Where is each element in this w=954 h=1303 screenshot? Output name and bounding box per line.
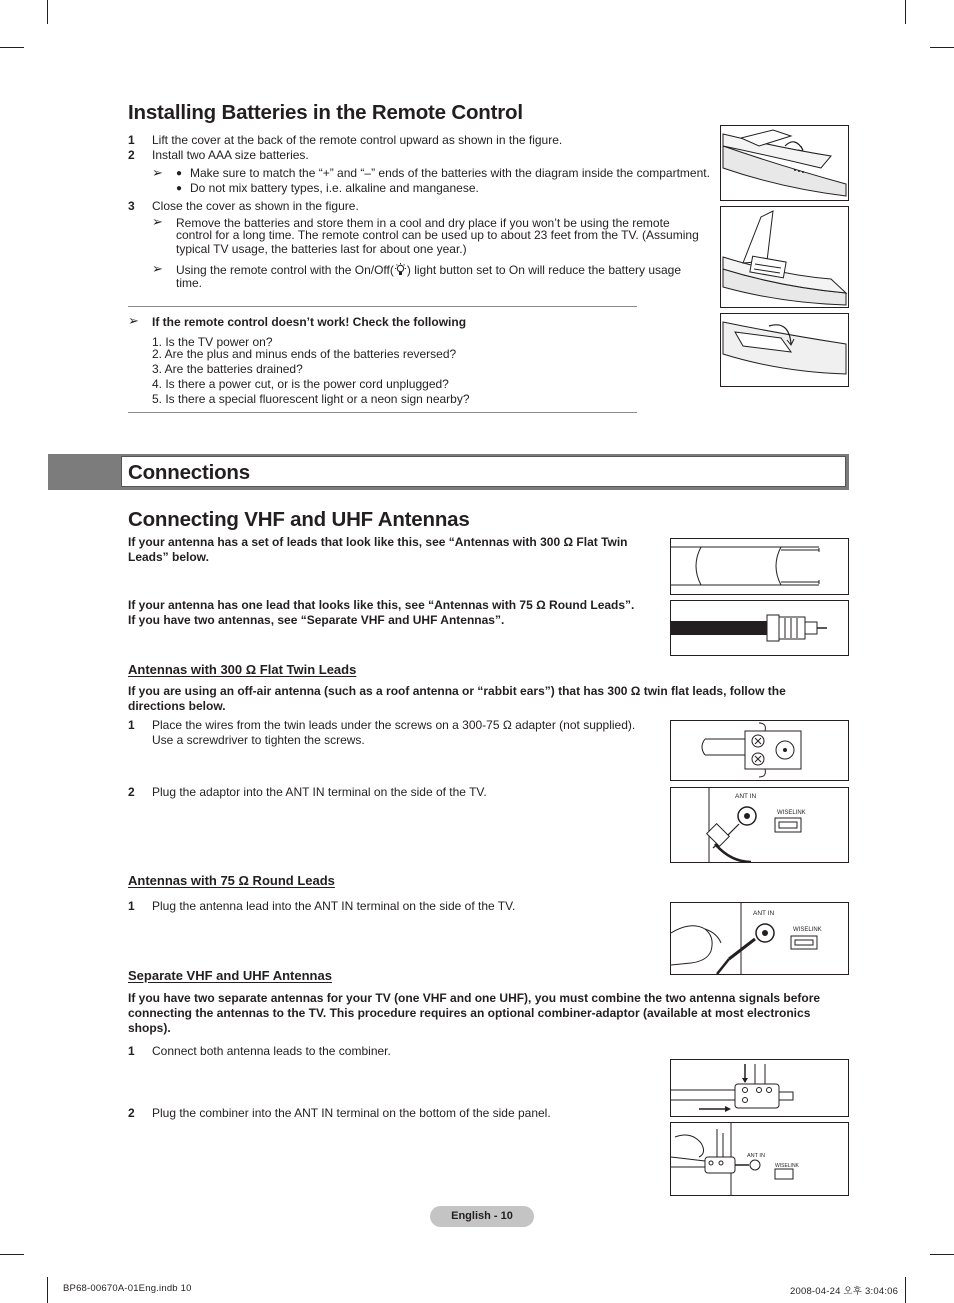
ant-in-adapter-figure xyxy=(670,787,849,863)
step-number: 2 xyxy=(128,148,135,162)
combiner-figure xyxy=(670,1059,849,1117)
intro-text: Leads” below. xyxy=(128,550,209,564)
bullet-icon: ● xyxy=(176,168,183,179)
wiselink-label: WISELINK xyxy=(793,927,822,933)
crop-mark xyxy=(930,1254,954,1255)
bullet-text: Do not mix battery types, i.e. alkaline and manganese. xyxy=(190,181,479,195)
bullet-text: Make sure to match the “+” and “–” ends of the batteries with the diagram inside the compartment. xyxy=(190,166,710,180)
note-text: typical TV usage, the batteries last for about one year.) xyxy=(176,242,467,256)
round-lead-figure xyxy=(670,600,849,656)
divider xyxy=(128,412,637,413)
step-text: Place the wires from the twin leads under the screws on a 300-75 Ω adapter (not supplied). xyxy=(152,718,636,732)
check-item: 2. Are the plus and minus ends of the batteries reversed? xyxy=(152,347,457,361)
check-title: If the remote control doesn’t work! Check the following xyxy=(152,315,467,329)
crop-mark xyxy=(905,0,906,24)
step-number: 1 xyxy=(128,133,135,147)
adapter-figure xyxy=(670,720,849,781)
antennas-title: Connecting VHF and UHF Antennas xyxy=(128,508,470,531)
note-arrow-icon: ➢ xyxy=(152,165,163,180)
batteries-title: Installing Batteries in the Remote Control xyxy=(128,101,523,124)
crop-mark xyxy=(0,47,24,48)
footer-file: BP68-00670A-01Eng.indb 10 xyxy=(63,1283,192,1294)
footer-timestamp: 2008-04-24 오후 3:04:06 xyxy=(790,1286,899,1297)
note-text-part: Using the remote control with the On/Off( xyxy=(176,263,394,277)
flat-twin-lead-figure xyxy=(670,538,849,595)
intro-text: If you have two antennas, see “Separate VHF and UHF Antennas”. xyxy=(128,613,505,627)
light-bulb-icon xyxy=(394,263,407,280)
note-text-part: ) light button set to On will reduce the battery usage xyxy=(406,263,682,277)
step-text: Plug the adaptor into the ANT IN terminal on the side of the TV. xyxy=(152,785,487,799)
separate-intro: connecting the antennas to the TV. This procedure requires an optional combiner-adaptor (available at most electronics xyxy=(128,1006,811,1020)
separate-intro: shops). xyxy=(128,1021,171,1035)
separate-antennas-heading: Separate VHF and UHF Antennas xyxy=(128,968,332,983)
wiselink-label: WISELINK xyxy=(775,1163,799,1169)
note-text xyxy=(176,263,681,280)
note-text: time. xyxy=(176,276,203,290)
check-item: 5. Is there a special fluorescent light or a neon sign nearby? xyxy=(152,392,470,406)
separate-intro: If you have two separate antennas for your TV (one VHF and one UHF), you must combine the two antenna signals before xyxy=(128,991,821,1005)
note-arrow-icon: ➢ xyxy=(128,313,139,328)
step-text: Install two AAA size batteries. xyxy=(152,148,309,162)
page-number-badge: English - 10 xyxy=(430,1206,534,1227)
step-text: Plug the combiner into the ANT IN terminal on the bottom of the side panel. xyxy=(152,1106,551,1120)
step-number: 3 xyxy=(128,199,135,213)
check-item: 4. Is there a power cut, or is the power cord unplugged? xyxy=(152,377,449,391)
connections-title: Connections xyxy=(128,461,250,484)
step-number: 1 xyxy=(128,1044,135,1058)
crop-mark xyxy=(47,0,48,24)
flat-leads-heading: Antennas with 300 Ω Flat Twin Leads xyxy=(128,662,357,677)
divider xyxy=(128,306,637,307)
step-number: 1 xyxy=(128,718,135,732)
remote-close-cover-figure xyxy=(720,313,849,387)
step-number: 1 xyxy=(128,899,135,913)
bullet-icon: ● xyxy=(176,183,183,194)
crop-mark xyxy=(0,1254,24,1255)
intro-text: If your antenna has one lead that looks like this, see “Antennas with 75 Ω Round Leads”. xyxy=(128,598,635,612)
crop-mark xyxy=(930,47,954,48)
remote-batteries-figure xyxy=(720,206,849,308)
step-text: Close the cover as shown in the figure. xyxy=(152,199,359,213)
note-text: control for a long time. The remote control can be used up to about 23 feet from the TV. (Assuming xyxy=(176,228,699,242)
remote-open-cover-figure xyxy=(720,125,849,201)
note-arrow-icon: ➢ xyxy=(152,214,163,229)
combiner-ant-in-figure xyxy=(670,1122,849,1196)
step-number: 2 xyxy=(128,785,135,799)
ant-in-label: ANT IN xyxy=(747,1153,765,1159)
step-text: Connect both antenna leads to the combiner. xyxy=(152,1044,391,1058)
step-number: 2 xyxy=(128,1106,135,1120)
round-lead-connect-figure xyxy=(670,902,849,975)
intro-text: If your antenna has a set of leads that look like this, see “Antennas with 300 Ω Flat Twin xyxy=(128,535,628,549)
check-item: 3. Are the batteries drained? xyxy=(152,362,303,376)
note-arrow-icon: ➢ xyxy=(152,261,163,276)
step-text: Plug the antenna lead into the ANT IN terminal on the side of the TV. xyxy=(152,899,516,913)
ant-in-label: ANT IN xyxy=(753,910,775,917)
check-item: 1. Is the TV power on? xyxy=(152,335,273,349)
note-text: Remove the batteries and store them in a cool and dry place if you won’t be using the remote xyxy=(176,216,670,230)
wiselink-label: WISELINK xyxy=(777,810,806,816)
flat-intro: If you are using an off-air antenna (such as a roof antenna or “rabbit ears”) that has 300 Ω twin flat leads, follow the xyxy=(128,684,786,698)
step-text: Use a screwdriver to tighten the screws. xyxy=(152,733,365,747)
flat-intro: directions below. xyxy=(128,699,226,713)
crop-mark xyxy=(47,1277,48,1303)
step-text: Lift the cover at the back of the remote control upward as shown in the figure. xyxy=(152,133,563,147)
crop-mark xyxy=(905,1277,906,1303)
ant-in-label: ANT IN xyxy=(735,793,757,800)
round-leads-heading: Antennas with 75 Ω Round Leads xyxy=(128,873,335,888)
